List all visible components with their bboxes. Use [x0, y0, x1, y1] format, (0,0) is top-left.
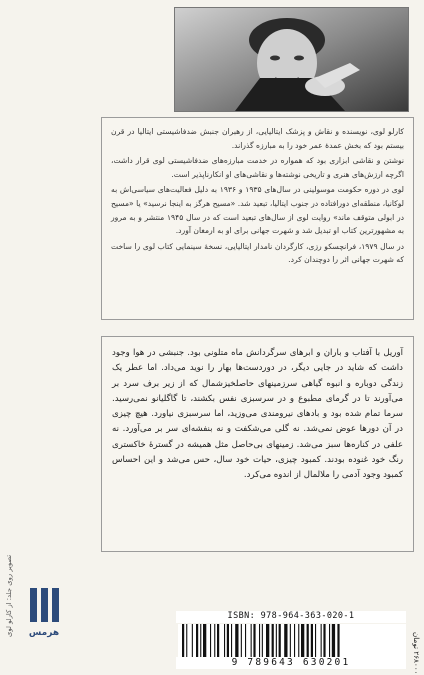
author-bio-box	[101, 117, 414, 320]
bio-paragraph: کارلو لوی، نویسنده و نقاش و پزشک ایتالیایی، از رهبران جنبش ضدفاشیستی ایتالیا در قرن بیستم بود که بخش عمدهٔ عمر خود را به مبارزه گذراند.	[111, 127, 404, 150]
barcode-icon	[178, 624, 406, 658]
hermes-columns-icon	[27, 588, 61, 622]
barcode-digits: 9 789643 630201	[176, 657, 406, 669]
cover-image-credit: تصویر روی جلد: از کارلو لوی	[5, 554, 13, 638]
publisher-name: هرمس	[28, 628, 60, 638]
book-excerpt: آوریل با آفتاب و باران و ابرهای سرگردانش ماه متلونی بود. جنبشی در هوا وجود داشت که شاید در جایی دیگر، در دوردست‌ها بهار را نوید می‌داد. اما عطر یک زندگی دوباره و انبوه گیاهی سرزمینهای حاصلخیزشمال که از زیر برف سرد بر می‌آورند تا در گرمای مطبوع و در سرسبزی نفس بکشند، تا گاگلیانو نمی‌رسید. سرما تمام شده بود و بادهای نیرومندی می‌وزید، اما سرسبزی نیاورد. هیچ چیزی در آن دورها عوض نمی‌شد. نه گلی می‌شکفت و نه بنفشه‌ای سر بر می‌آورد. نه علفی در کناره‌ها سبز می‌شد. زمینهای بی‌حاصل مثل همیشه در گستره‌ٔ خاکستری رنگ خود غنوده بودند. کمبود چیزی، حیات خود سال، حس می‌شد و این احساس کمبود وجود آدمی را ملالمال از اندوه می‌کرد.	[112, 348, 403, 481]
author-photo	[174, 7, 409, 112]
excerpt-box	[101, 336, 414, 552]
bio-paragraph: در سال ۱۹۷۹، فرانچسکو رزی، کارگردان نامدار ایتالیایی، نسخهٔ سینمایی کتاب لوی را ساخت که شهرت جهانی اثر را دوچندان کرد.	[111, 241, 404, 265]
author-portrait-icon	[175, 8, 408, 111]
isbn-label: ISBN: 978-964-363-020-1	[176, 611, 406, 623]
price-label: ۲۶۸۰۰۰ تومان	[412, 631, 421, 674]
publisher-logo	[23, 588, 65, 656]
bio-paragraph: لوی در دوره حکومت موسولینی در سال‌های ۱۹۳۵ و ۱۹۳۶ به دلیل فعالیت‌های سیاسی‌اش به لوکانیا، منطقه‌ای دورافتاده در جنوب ایتالیا، تبعید شد. «مسیح هرگز به اینجا نرسید» یا «مسیح در ابولی متوقف ماند» روایت لوی از سال‌های تبعید است که در سال ۱۹۴۵ منتشر و به مرور به مشهورترین کتاب او تبدیل شد و شهرت جهانی برای او به ارمغان آورد.	[111, 185, 405, 236]
bio-paragraph: نوشتن و نقاشی ابزاری بود که همواره در خدمت مبارزه‌های ضدفاشیستی لوی قرار داشت، اگرچه ارزش‌های هنری و تاریخی نوشته‌ها و نقاشی‌های او انکارناپذیر است.	[111, 156, 404, 179]
author-bio	[111, 125, 404, 267]
